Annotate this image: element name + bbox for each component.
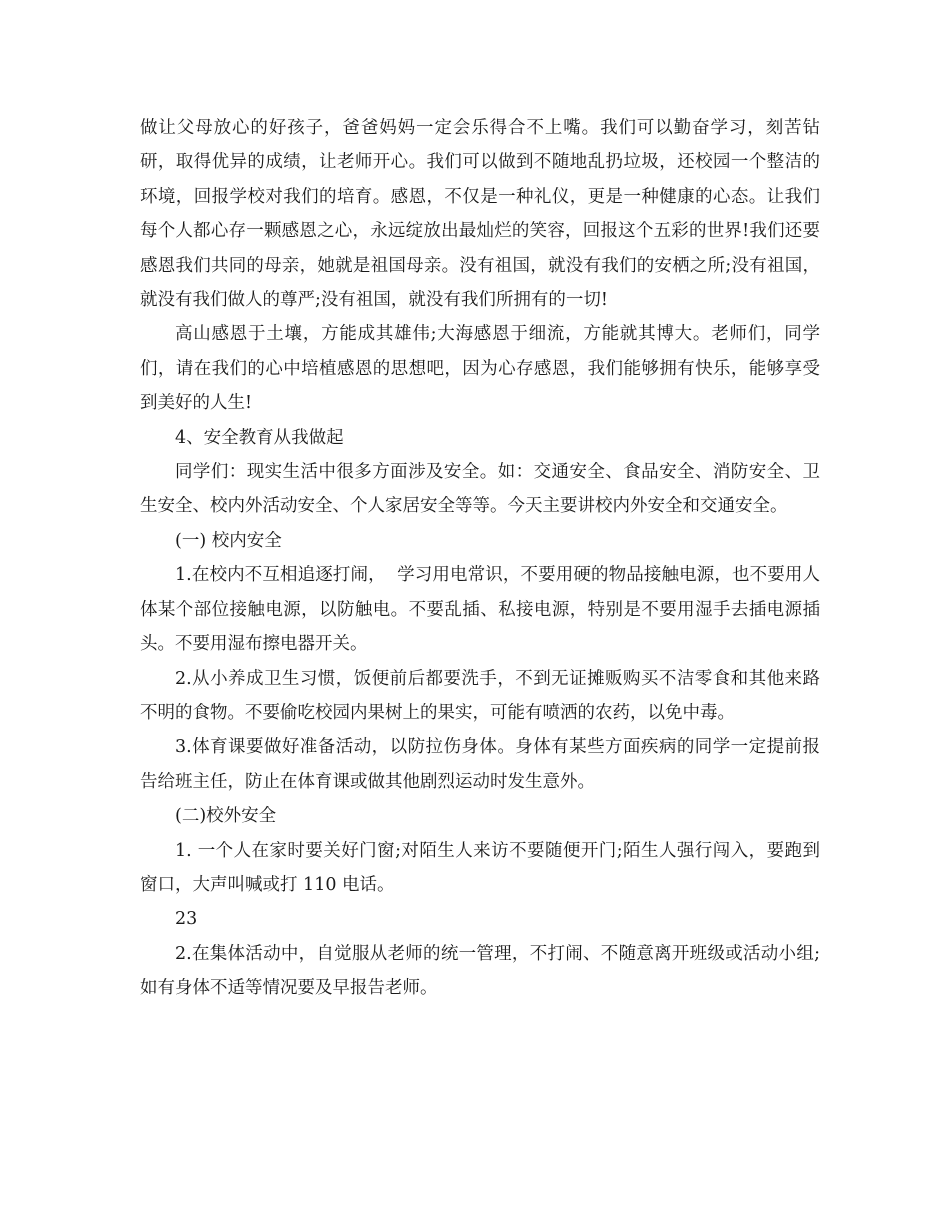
document-body <box>140 111 820 1006</box>
campus-safety-item-2: 2.从小养成卫生习惯，饭便前后都要洗手，不到无证摊贩购买不洁零食和其他来路不明的食物。不要偷吃校园内果树上的果实，可能有喷洒的农药，以免中毒。 <box>140 668 820 723</box>
campus-safety-item-1: 1.在校内不互相追逐打闹， 学习用电常识，不要用硬的物品接触电源，也不要用人体某个部位接触电源，以防触电。不要乱插、私接电源，特别是不要用湿手去插电源插头。不要用湿布擦电器开关。 <box>140 565 820 655</box>
subheading-outside-safety: (二)校外安全 <box>175 806 277 827</box>
outside-safety-item-1: 1. 一个人在家时要关好门窗;对陌生人来访不要随便开门;陌生人强行闯入，要跑到窗口，大声叫喊或打 110 电话。 <box>140 840 820 895</box>
outside-safety-item-2: 2.在集体活动中，自觉服从老师的统一管理，不打闹、不随意离开班级或活动小组;如有身体不适等情况要及早报告老师。 <box>140 943 820 999</box>
paragraph-gratitude-continued: 做让父母放心的好孩子，爸爸妈妈一定会乐得合不上嘴。我们可以勤奋学习，刻苦钻研，取得优异的成绩，让老师开心。我们可以做到不随地乱扔垃圾，还校园一个整洁的环境，回报学校对我们的培育。感恩，不仅是一种礼仪，更是一种健康的心态。让我们每个人都心存一颗感恩之心，永远绽放出最灿烂的笑容，回报这个五彩的世界!我们还要感恩我们共同的母亲，她就是祖国母亲。没有祖国，就没有我们的安栖之所;没有祖国，就没有我们做人的尊严;没有祖国，就没有我们所拥有的一切! <box>140 118 820 311</box>
page-number: 23 <box>175 909 198 930</box>
subheading-campus-safety: (一) 校内安全 <box>175 530 282 551</box>
paragraph-gratitude-conclusion: 高山感恩于土壤，方能成其雄伟;大海感恩于细流，方能就其博大。老师们，同学们，请在我们的心中培植感恩的思想吧，因为心存感恩，我们能够拥有快乐，能够享受到美好的人生! <box>140 324 820 414</box>
paragraph-safety-intro: 同学们：现实生活中很多方面涉及安全。如：交通安全、食品安全、消防安全、卫生安全、校内外活动安全、个人家居安全等等。今天主要讲校内外安全和交通安全。 <box>140 462 820 517</box>
section-heading-safety: 4、安全教育从我做起 <box>175 427 344 448</box>
campus-safety-item-3: 3.体育课要做好准备活动，以防拉伤身体。身体有某些方面疾病的同学一定提前报告给班主任，防止在体育课或做其他剧烈运动时发生意外。 <box>140 737 820 792</box>
